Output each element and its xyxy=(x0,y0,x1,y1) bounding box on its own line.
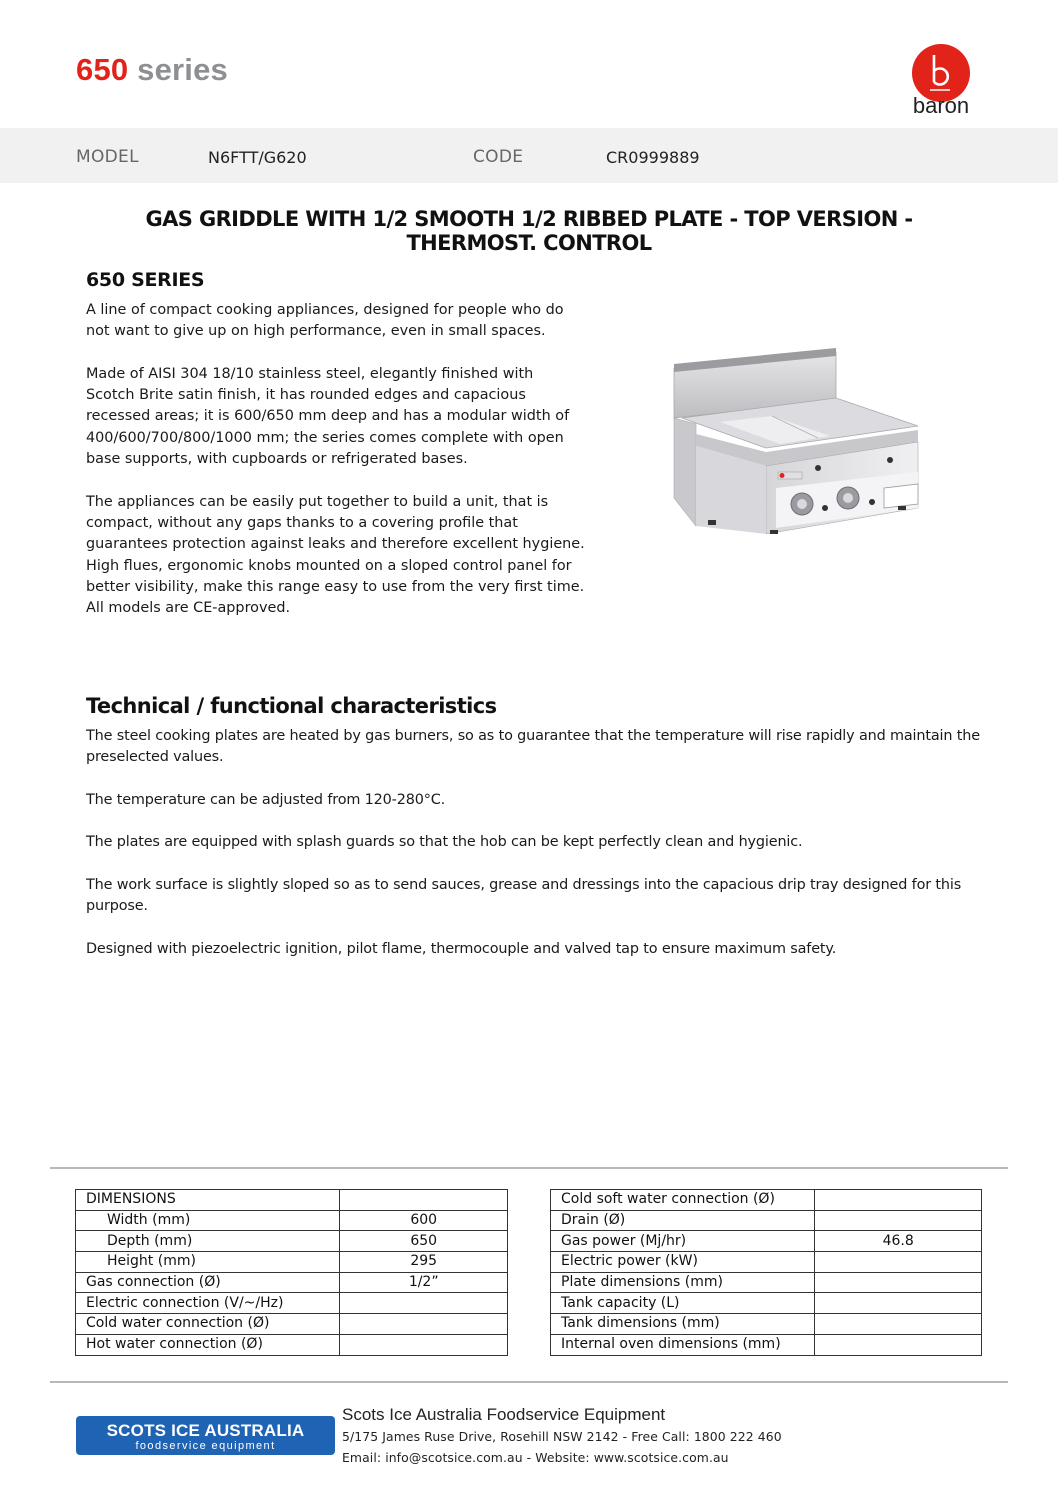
table-row xyxy=(551,1252,982,1273)
series-number: 650 xyxy=(76,52,129,87)
spec-value xyxy=(815,1252,982,1273)
table-row xyxy=(551,1314,982,1335)
table-row xyxy=(76,1252,508,1273)
series-description xyxy=(86,300,586,641)
technical-paragraph: The temperature can be adjusted from 120-280°C. xyxy=(86,791,446,808)
spec-value: 295 xyxy=(340,1252,508,1273)
spec-value xyxy=(340,1293,508,1314)
spec-value: 1/2” xyxy=(340,1272,508,1293)
spec-label: Gas power (Mj/hr) xyxy=(551,1231,815,1252)
spec-label: Electric connection (V/~/Hz) xyxy=(76,1293,340,1314)
spec-value xyxy=(340,1314,508,1335)
gas-griddle-illustration-icon xyxy=(660,338,926,534)
product-title-line-1: GAS GRIDDLE WITH 1/2 SMOOTH 1/2 RIBBED PLATE - TOP VERSION - xyxy=(145,207,913,231)
model-label: MODEL xyxy=(76,147,139,167)
table-row xyxy=(551,1334,982,1355)
spec-label: Tank capacity (L) xyxy=(551,1293,815,1314)
spec-value xyxy=(815,1190,982,1211)
spec-value xyxy=(815,1293,982,1314)
spec-label: Electric power (kW) xyxy=(551,1252,815,1273)
footer-address: 5/175 James Ruse Drive, Rosehill NSW 2142 - Free Call: 1800 222 460 xyxy=(342,1429,782,1444)
baron-logo-text: baron xyxy=(912,93,970,118)
technical-heading: Technical / functional characteristics xyxy=(86,694,497,718)
table-row xyxy=(551,1293,982,1314)
series-heading: 650 SERIES xyxy=(86,269,205,291)
spec-value xyxy=(815,1334,982,1355)
table-row xyxy=(76,1210,508,1231)
spec-label: Height (mm) xyxy=(76,1252,340,1273)
table-row xyxy=(76,1314,508,1335)
table-row xyxy=(76,1293,508,1314)
divider xyxy=(50,1167,1008,1169)
product-title xyxy=(100,207,958,255)
product-title-line-2: THERMOST. CONTROL xyxy=(406,231,652,255)
spec-label: Drain (Ø) xyxy=(551,1210,815,1231)
specs-table-right xyxy=(550,1189,982,1356)
spec-label: Cold soft water connection (Ø) xyxy=(551,1190,815,1211)
baron-logo xyxy=(908,44,974,118)
table-row xyxy=(551,1210,982,1231)
spec-value xyxy=(815,1272,982,1293)
spec-label: Plate dimensions (mm) xyxy=(551,1272,815,1293)
series-paragraph: A line of compact cooking appliances, designed for people who do not want to give up on high performance, even in small spaces. xyxy=(86,302,564,340)
series-paragraph: Made of AISI 304 18/10 stainless steel, elegantly finished with Scotch Brite satin finish, it has rounded edges and capacious recessed areas; it is 600/650 mm deep and has a modular width of 400/600/700/800/1000 mm; the series comes complete with open base supports, with cupboards or refrigerated bases. xyxy=(86,365,570,468)
specs-table-left xyxy=(75,1189,508,1356)
technical-paragraph: The plates are equipped with splash guards so that the hob can be kept perfectly clean and hygienic. xyxy=(86,834,803,851)
scots-ice-logo xyxy=(76,1416,335,1455)
divider xyxy=(50,1381,1008,1383)
spec-value: 46.8 xyxy=(815,1231,982,1252)
spec-label: Gas connection (Ø) xyxy=(76,1272,340,1293)
model-value: N6FTT/G620 xyxy=(208,148,307,167)
spec-label: Cold water connection (Ø) xyxy=(76,1314,340,1335)
spec-value: 650 xyxy=(340,1231,508,1252)
footer-contact: Email: info@scotsice.com.au - Website: www.scotsice.com.au xyxy=(342,1450,729,1465)
series-paragraph: The appliances can be easily put together to build a unit, that is compact, without any gaps thanks to a covering profile that guarantees protection against leaks and therefore excellent hygiene. High flues, ergonomic knobs mounted on a sloped control panel for better visibility, make this range easy to use from the very first time. All models are CE-approved. xyxy=(86,493,585,617)
spec-value xyxy=(815,1314,982,1335)
technical-paragraph: The work surface is slightly sloped so as to send sauces, grease and dressings into the capacious drip tray designed for this purpose. xyxy=(86,877,962,915)
spec-value xyxy=(340,1334,508,1355)
spec-value xyxy=(815,1210,982,1231)
spec-label: Hot water connection (Ø) xyxy=(76,1334,340,1355)
table-row xyxy=(76,1334,508,1355)
table-row xyxy=(551,1190,982,1211)
table-row xyxy=(551,1231,982,1252)
spec-value: 600 xyxy=(340,1210,508,1231)
spec-label: Depth (mm) xyxy=(76,1231,340,1252)
technical-paragraph: The steel cooking plates are heated by gas burners, so as to guarantee that the temperature will rise rapidly and maintain the preselected values. xyxy=(86,728,980,766)
series-word: series xyxy=(137,52,228,87)
table-row xyxy=(76,1190,508,1211)
model-code-bar xyxy=(0,128,1058,183)
spec-value xyxy=(340,1190,508,1211)
product-image xyxy=(660,338,926,534)
series-title xyxy=(76,52,228,88)
spec-label: Width (mm) xyxy=(76,1210,340,1231)
spec-label: Tank dimensions (mm) xyxy=(551,1314,815,1335)
table-row xyxy=(76,1272,508,1293)
technical-description xyxy=(86,726,986,982)
spec-label: DIMENSIONS xyxy=(76,1190,340,1211)
scots-logo-main: SCOTS ICE AUSTRALIA xyxy=(106,1421,305,1440)
scots-logo-sub: foodservice equipment xyxy=(135,1440,276,1452)
code-value: CR0999889 xyxy=(606,148,700,167)
table-row xyxy=(76,1231,508,1252)
code-label: CODE xyxy=(473,147,524,167)
footer-company: Scots Ice Australia Foodservice Equipment xyxy=(342,1405,666,1424)
technical-paragraph: Designed with piezoelectric ignition, pilot flame, thermocouple and valved tap to ensure maximum safety. xyxy=(86,940,837,957)
table-row xyxy=(551,1272,982,1293)
spec-label: Internal oven dimensions (mm) xyxy=(551,1334,815,1355)
